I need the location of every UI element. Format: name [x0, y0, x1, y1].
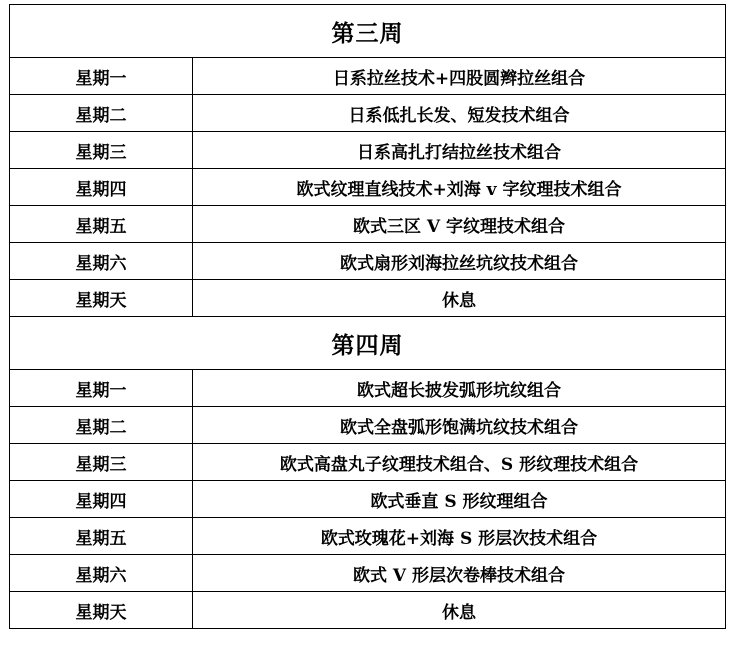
table-row	[10, 518, 726, 555]
table-row	[10, 243, 726, 280]
plan-cell: 日系高扎打结拉丝技术组合	[193, 132, 726, 169]
table-row	[10, 555, 726, 592]
day-cell: 星期五	[10, 206, 193, 243]
day-cell: 星期六	[10, 243, 193, 280]
week-header-row	[10, 5, 726, 58]
day-cell: 星期四	[10, 169, 193, 206]
table-row	[10, 206, 726, 243]
day-cell: 星期二	[10, 407, 193, 444]
plan-cell: 欧式全盘弧形饱满坑纹技术组合	[193, 407, 726, 444]
plan-cell: 欧式 V 形层次卷棒技术组合	[193, 555, 726, 592]
day-cell: 星期五	[10, 518, 193, 555]
plan-cell: 休息	[193, 280, 726, 317]
day-cell: 星期一	[10, 58, 193, 95]
table-row	[10, 169, 726, 206]
table-row	[10, 407, 726, 444]
table-row	[10, 95, 726, 132]
day-cell: 星期六	[10, 555, 193, 592]
day-cell: 星期四	[10, 481, 193, 518]
plan-cell: 日系低扎长发、短发技术组合	[193, 95, 726, 132]
plan-cell: 欧式垂直 S 形纹理组合	[193, 481, 726, 518]
table-row	[10, 481, 726, 518]
plan-cell: 欧式三区 V 字纹理技术组合	[193, 206, 726, 243]
week-header-row	[10, 317, 726, 370]
week-title: 第四周	[10, 317, 726, 370]
table-row	[10, 280, 726, 317]
plan-cell: 欧式高盘丸子纹理技术组合、S 形纹理技术组合	[193, 444, 726, 481]
plan-cell: 欧式扇形刘海拉丝坑纹技术组合	[193, 243, 726, 280]
week-title: 第三周	[10, 5, 726, 58]
day-cell: 星期三	[10, 444, 193, 481]
plan-cell: 休息	[193, 592, 726, 629]
plan-cell: 欧式纹理直线技术+刘海 v 字纹理技术组合	[193, 169, 726, 206]
schedule-table	[9, 4, 726, 629]
table-row	[10, 444, 726, 481]
day-cell: 星期天	[10, 592, 193, 629]
table-row	[10, 58, 726, 95]
day-cell: 星期一	[10, 370, 193, 407]
day-cell: 星期三	[10, 132, 193, 169]
plan-cell: 欧式玫瑰花+刘海 S 形层次技术组合	[193, 518, 726, 555]
plan-cell: 欧式超长披发弧形坑纹组合	[193, 370, 726, 407]
table-row	[10, 592, 726, 629]
day-cell: 星期天	[10, 280, 193, 317]
table-row	[10, 370, 726, 407]
table-row	[10, 132, 726, 169]
day-cell: 星期二	[10, 95, 193, 132]
plan-cell: 日系拉丝技术+四股圆辫拉丝组合	[193, 58, 726, 95]
